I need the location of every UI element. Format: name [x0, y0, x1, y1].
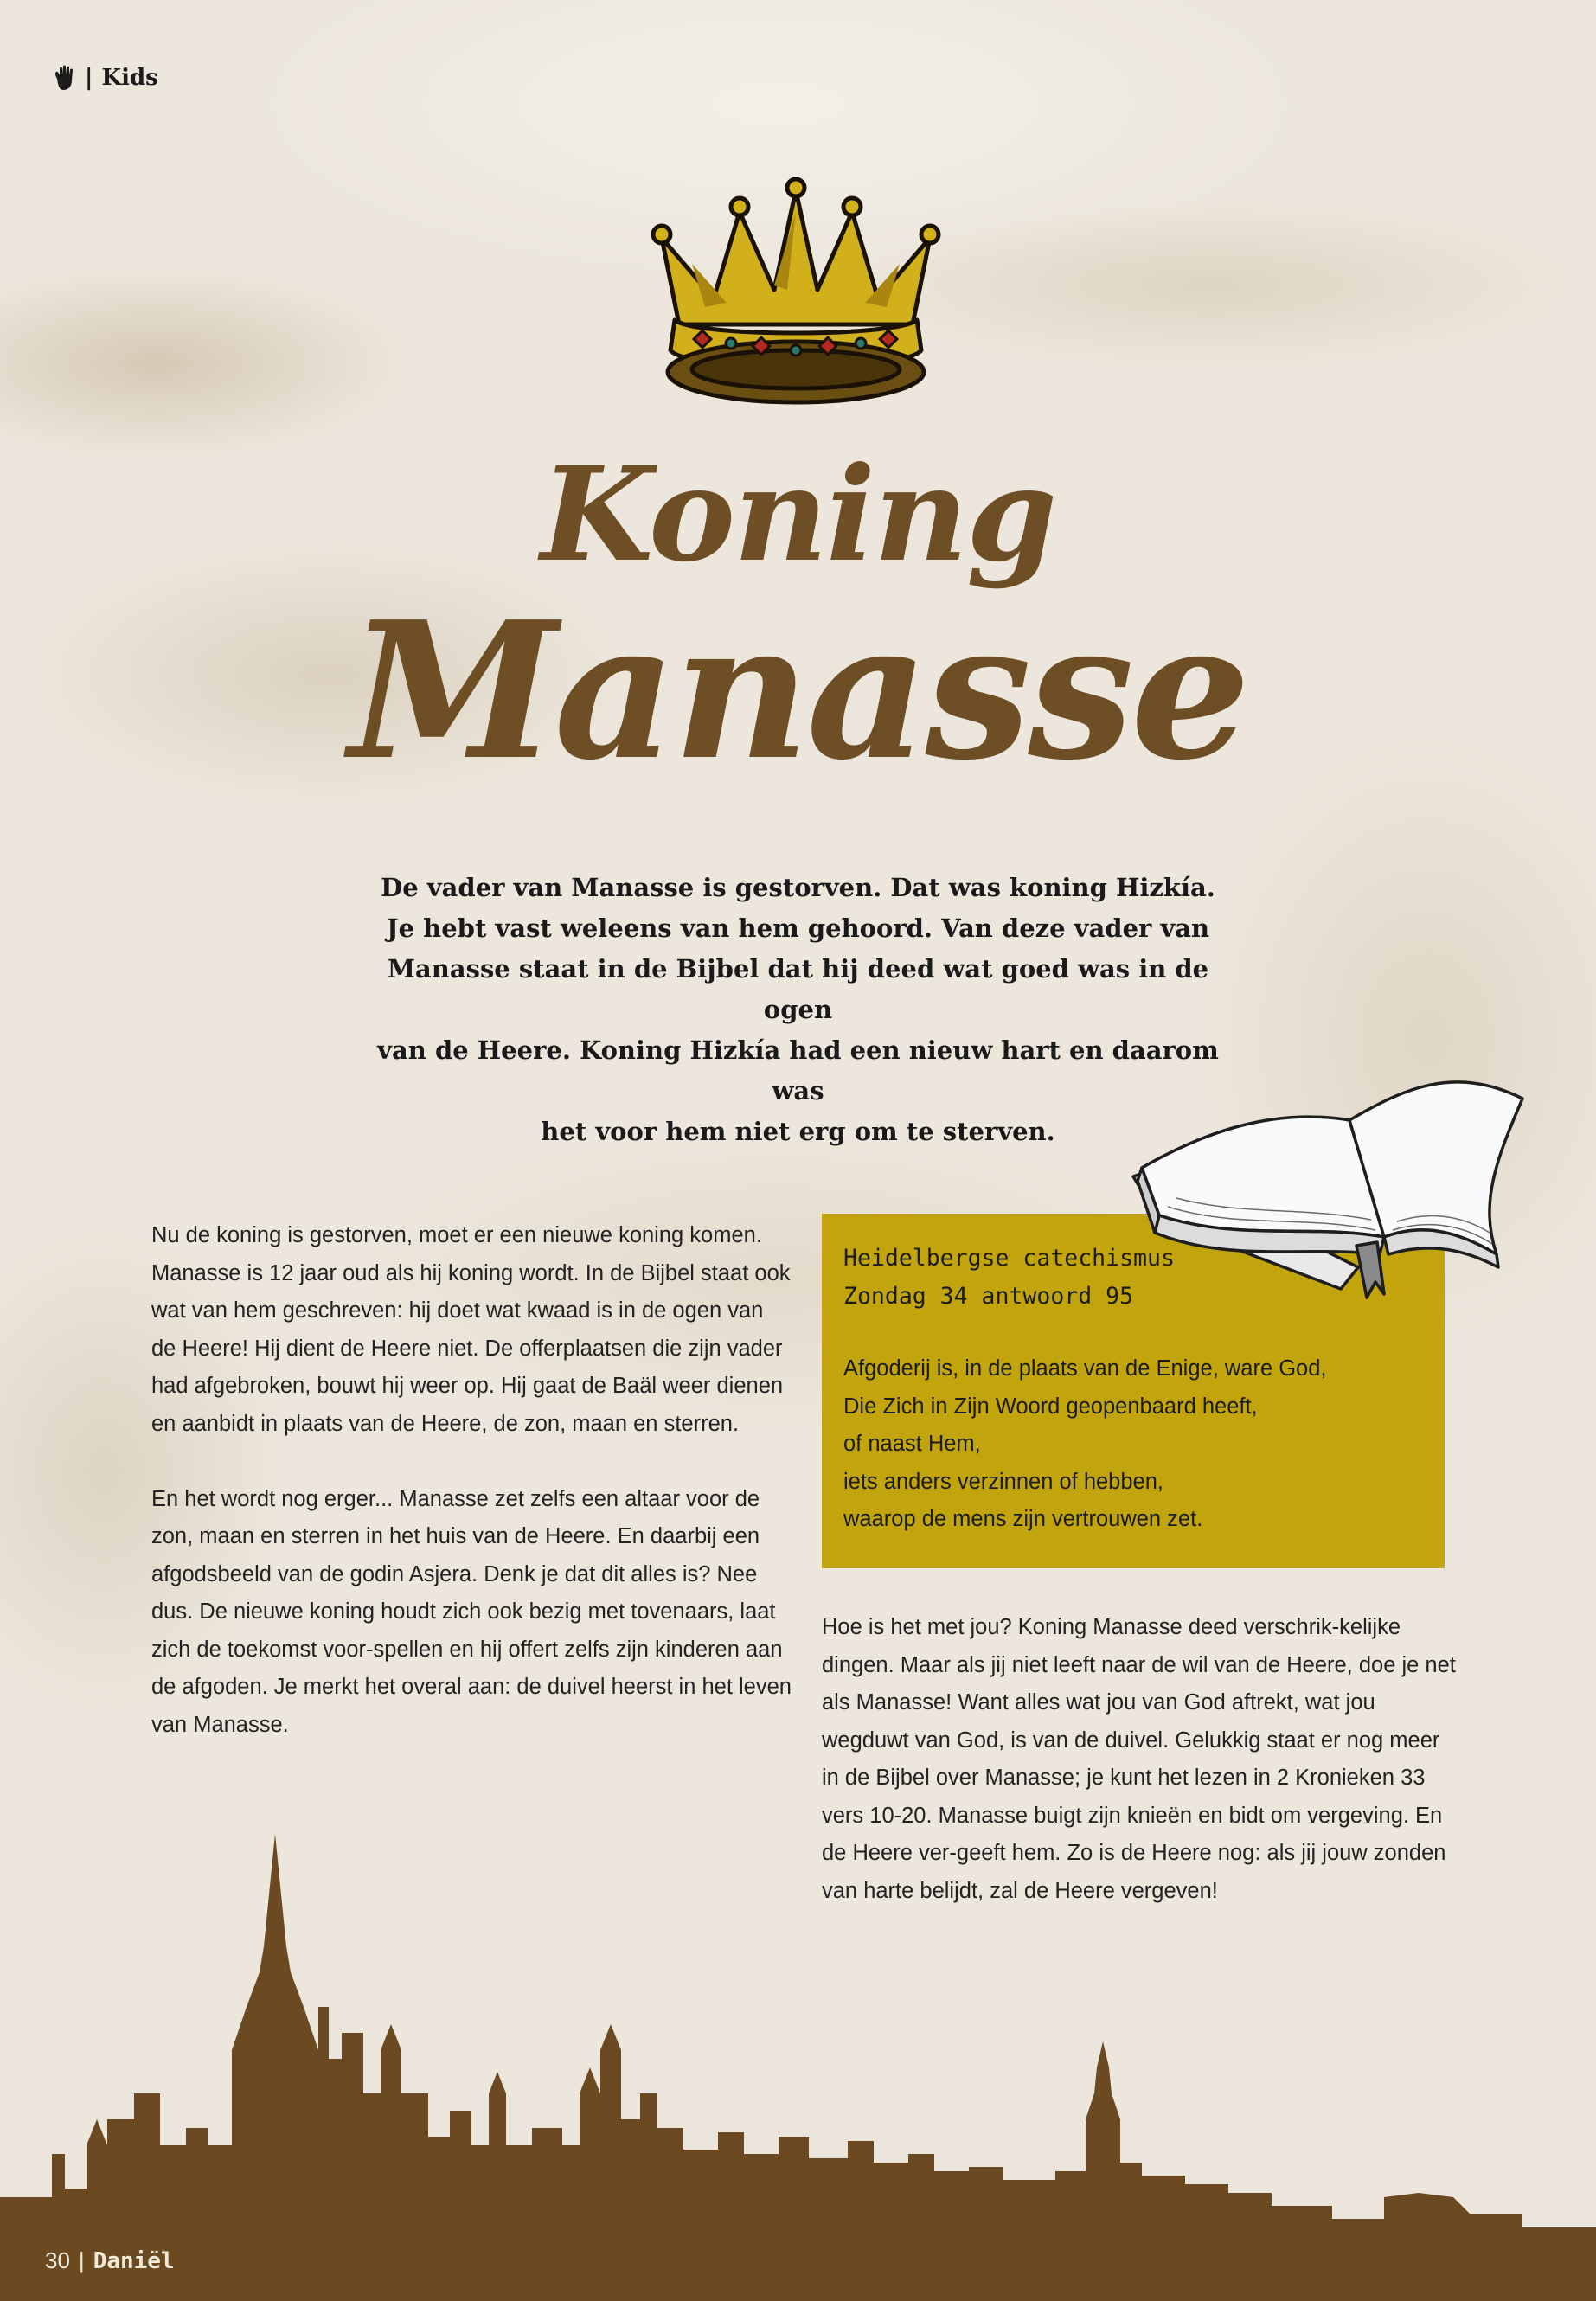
title-line-2: Manasse: [349, 580, 1247, 802]
intro-line: het voor hem niet erg om te sterven.: [541, 1117, 1055, 1146]
page-footer: [45, 2247, 175, 2274]
catechism-line: iets anders verzinnen of hebben,: [843, 1469, 1163, 1494]
catechism-line: waarop de mens zijn vertrouwen zet.: [843, 1507, 1203, 1531]
catechism-line: of naast Hem,: [843, 1432, 981, 1456]
footer-separator: |: [78, 2247, 85, 2273]
title-line-1: Koning: [540, 439, 1056, 591]
section-tag: [52, 65, 158, 91]
catechism-body: [843, 1350, 1423, 1539]
catechism-title-line-2: Zondag 34 antwoord 95: [843, 1283, 1134, 1310]
left-column: [151, 1217, 792, 1782]
open-book-icon: [1125, 1038, 1540, 1324]
section-label: Kids: [101, 65, 158, 91]
paragraph: En het wordt nog erger... Manasse zet zelfs een altaar voor de zon, maan en sterren in het huis van de Heere. En daarbij een afgodsbeeld van de godin Asjera. Denk je dat dit alles is? Nee dus. De nieuwe koning houdt zich ook bezig met tovenaars, laat zich de toekomst voor-spellen en hij offert zelfs zijn kinderen aan de afgoden. Je merkt het overal aan: de duivel heerst in het leven van Manasse.: [151, 1486, 792, 1737]
catechism-line: Die Zich in Zijn Woord geopenbaard heeft,: [843, 1394, 1258, 1419]
intro-line: Je hebt vast weleens van hem gehoord. Van deze vader van: [386, 913, 1210, 943]
hand-icon: [52, 65, 76, 91]
intro-line: De vader van Manasse is gestorven. Dat was koning Hizkía.: [381, 873, 1215, 902]
crown-icon: [644, 177, 947, 411]
page-number: 30: [45, 2247, 70, 2273]
catechism-title-line-1: Heidelbergse catechismus: [843, 1245, 1175, 1272]
magazine-name: Daniël: [93, 2247, 175, 2274]
intro-line: van de Heere. Koning Hizkía had een nieuw hart en daarom was: [377, 1035, 1219, 1106]
city-skyline-silhouette: [0, 1834, 1596, 2301]
paragraph: Nu de koning is gestorven, moet er een nieuwe koning komen. Manasse is 12 jaar oud als hij koning wordt. In de Bijbel staat ook wat van hem geschreven: hij doet wat kwaad is in de ogen van de Heere! Hij dient de Heere niet. De offerplaatsen die zijn vader had afgebroken, bouwt hij weer op. Hij gaat de Baäl weer dienen en aanbidt in plaats van de Heere, de zon, maan en sterren.: [151, 1223, 791, 1436]
catechism-line: Afgoderij is, in de plaats van de Enige, ware God,: [843, 1356, 1327, 1381]
paragraph: Hoe is het met jou? Koning Manasse deed verschrik-kelijke dingen. Maar als jij niet leeft naar de wil van de Heere, doe je net als Manasse! Want alles wat jou van God aftrekt, wat jou wegduwt van God, is van de duivel. Gelukkig staat er nog meer in de Bijbel over Manasse; je kunt het lezen in 2 Kronieken 33 vers 10-20. Manasse buigt zijn knieën en bidt om vergeving. En de Heere ver-geeft hem. Zo is de Heere nog: als jij jouw zonden van harte belijdt, zal de Heere vergeven!: [822, 1615, 1456, 1903]
intro-line: Manasse staat in de Bijbel dat hij deed wat goed was in de ogen: [387, 954, 1209, 1024]
section-separator: |: [85, 65, 93, 91]
intro-text: [363, 868, 1233, 1152]
